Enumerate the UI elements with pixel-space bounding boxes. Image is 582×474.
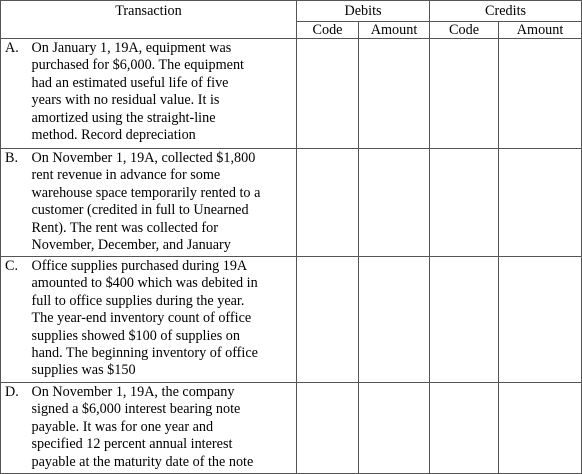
description-line: Office supplies purchased during 19A — [31, 258, 248, 274]
header-row-1 — [1, 1, 582, 22]
transaction-header: Transaction — [1, 1, 297, 39]
debit-code-cell[interactable] — [297, 39, 359, 149]
transaction-row-a — [1, 39, 582, 149]
debit-amount-cell[interactable] — [359, 383, 430, 474]
description-line: On November 1, 19A, the company — [31, 384, 235, 400]
description-line: amounted to $400 which was debited in — [31, 275, 258, 292]
transaction-description — [31, 149, 297, 257]
credit-amount-cell[interactable] — [499, 39, 582, 149]
transaction-letter: C. — [1, 257, 31, 383]
description-line: signed a $6,000 interest bearing note — [31, 401, 241, 418]
description-line: supplies was $150 — [31, 362, 136, 379]
description-line: payable. It was for one year and — [31, 418, 214, 435]
credit-amount-cell[interactable] — [499, 149, 582, 257]
debit-amount-cell[interactable] — [359, 149, 430, 257]
description-line: rent revenue in advance for some — [31, 167, 221, 184]
debit-code-cell[interactable] — [297, 149, 359, 257]
debits-header: Debits — [297, 1, 430, 22]
transaction-letter: A. — [1, 39, 31, 149]
description-line: The year-end inventory count of office — [31, 310, 252, 327]
description-line: payable at the maturity date of the note — [31, 453, 254, 470]
description-line: Rent). The rent was collected for — [31, 219, 218, 236]
description-line: supplies showed $100 of supplies on — [31, 327, 240, 344]
transaction-row-b — [1, 149, 582, 257]
debit-code-cell[interactable] — [297, 383, 359, 474]
credit-code-cell[interactable] — [430, 39, 499, 149]
credit-code-cell[interactable] — [430, 149, 499, 257]
description-line: customer (credited in full to Unearned — [31, 202, 249, 219]
description-line: On January 1, 19A, equipment was — [31, 40, 232, 56]
debit-amount-cell[interactable] — [359, 257, 430, 383]
transaction-row-d — [1, 383, 582, 474]
debit-code-header: Code — [297, 22, 359, 39]
transaction-description — [31, 257, 297, 383]
transaction-description — [31, 39, 297, 149]
description-line: had an estimated useful life of five — [31, 74, 229, 91]
description-line: warehouse space temporarily rented to a — [31, 184, 261, 201]
transaction-letter: D. — [1, 383, 31, 474]
transaction-description — [31, 383, 297, 474]
credit-code-header: Code — [430, 22, 499, 39]
transaction-row-c — [1, 257, 582, 383]
credit-code-cell[interactable] — [430, 257, 499, 383]
debit-amount-header: Amount — [359, 22, 430, 39]
credit-amount-header: Amount — [499, 22, 582, 39]
description-line: November, December, and January — [31, 237, 231, 254]
description-line: specified 12 percent annual interest — [31, 436, 233, 453]
debit-code-cell[interactable] — [297, 257, 359, 383]
description-line: years with no residual value. It is — [31, 92, 220, 109]
credits-header: Credits — [430, 1, 582, 22]
description-line: hand. The beginning inventory of office — [31, 345, 258, 362]
description-line: purchased for $6,000. The equipment — [31, 57, 244, 74]
credit-amount-cell[interactable] — [499, 383, 582, 474]
description-line: On November 1, 19A, collected $1,800 — [31, 150, 256, 166]
description-line: amortized using the straight-line — [31, 109, 216, 126]
credit-amount-cell[interactable] — [499, 257, 582, 383]
description-line: full to office supplies during the year. — [31, 292, 245, 309]
debit-amount-cell[interactable] — [359, 39, 430, 149]
credit-code-cell[interactable] — [430, 383, 499, 474]
description-line: method. Record depreciation — [31, 127, 196, 144]
transaction-letter: B. — [1, 149, 31, 257]
